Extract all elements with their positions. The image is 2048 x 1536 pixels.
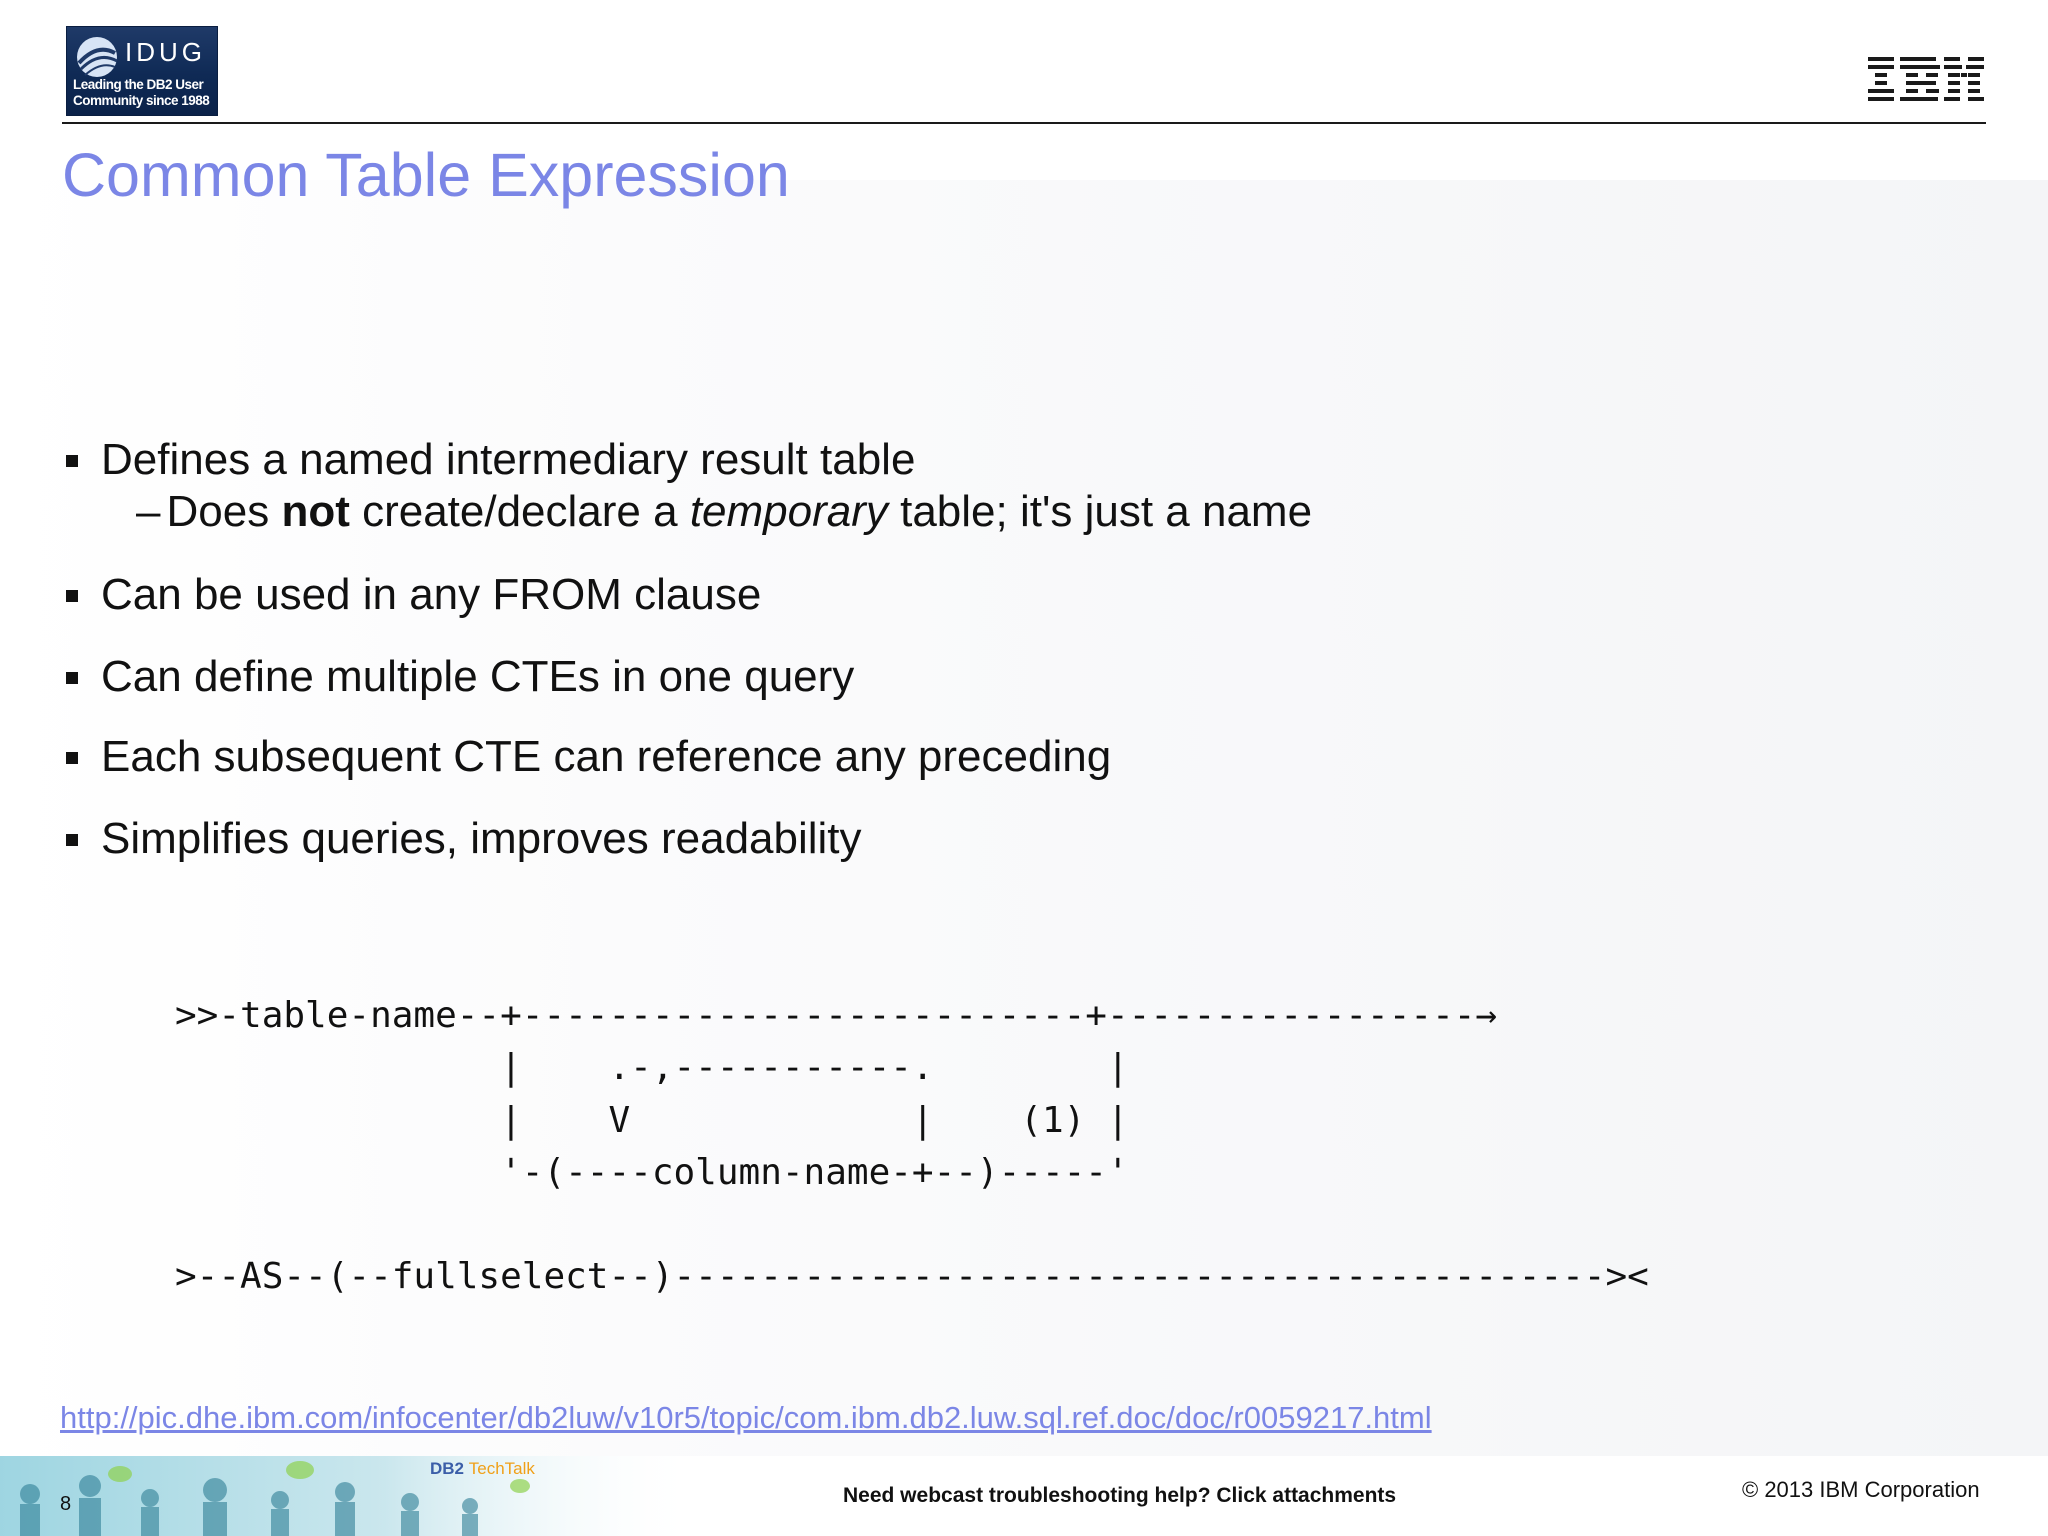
footer-bar	[0, 1456, 2048, 1536]
bullet-square-icon	[66, 590, 78, 602]
idug-name: IDUG	[125, 37, 206, 67]
reference-link[interactable]: http://pic.dhe.ibm.com/infocenter/db2luw/v10r5/topic/com.ibm.db2.luw.sql.ref.doc/doc/r0059217.html	[60, 1400, 1432, 1435]
idug-tagline: Leading the DB2 User Community since 1988	[73, 77, 210, 108]
idug-logo	[66, 26, 218, 116]
bullet-square-icon	[66, 672, 78, 684]
copyright-text: © 2013 IBM Corporation	[1742, 1477, 1980, 1502]
syntax-diagram: >>-table-name--+--------------------------+-----------------→ | .-,-----------. | | V | (1) | '-(----column-name-+--)-----' >--AS--(--fullselect--)-------------------------------------------><	[175, 995, 1649, 1298]
bullet-square-icon	[66, 834, 78, 846]
page-number: 8	[60, 1493, 72, 1515]
ibm-logo-icon	[1868, 56, 1984, 104]
audience-silhouette-banner	[0, 1456, 700, 1536]
sub-bullet-item: – Does not create/declare a temporary table; it's just a name	[136, 487, 1313, 536]
header-divider	[62, 122, 1986, 124]
bullet-square-icon	[66, 455, 78, 467]
slide-title: Common Table Expression	[62, 141, 790, 209]
webcast-help-text: Need webcast troubleshooting help? Click attachments	[843, 1484, 1397, 1507]
bullet-square-icon	[66, 752, 78, 764]
idug-emblem-icon	[75, 35, 119, 79]
db2-techtalk-logo: DB2 TechTalk	[430, 1459, 535, 1478]
